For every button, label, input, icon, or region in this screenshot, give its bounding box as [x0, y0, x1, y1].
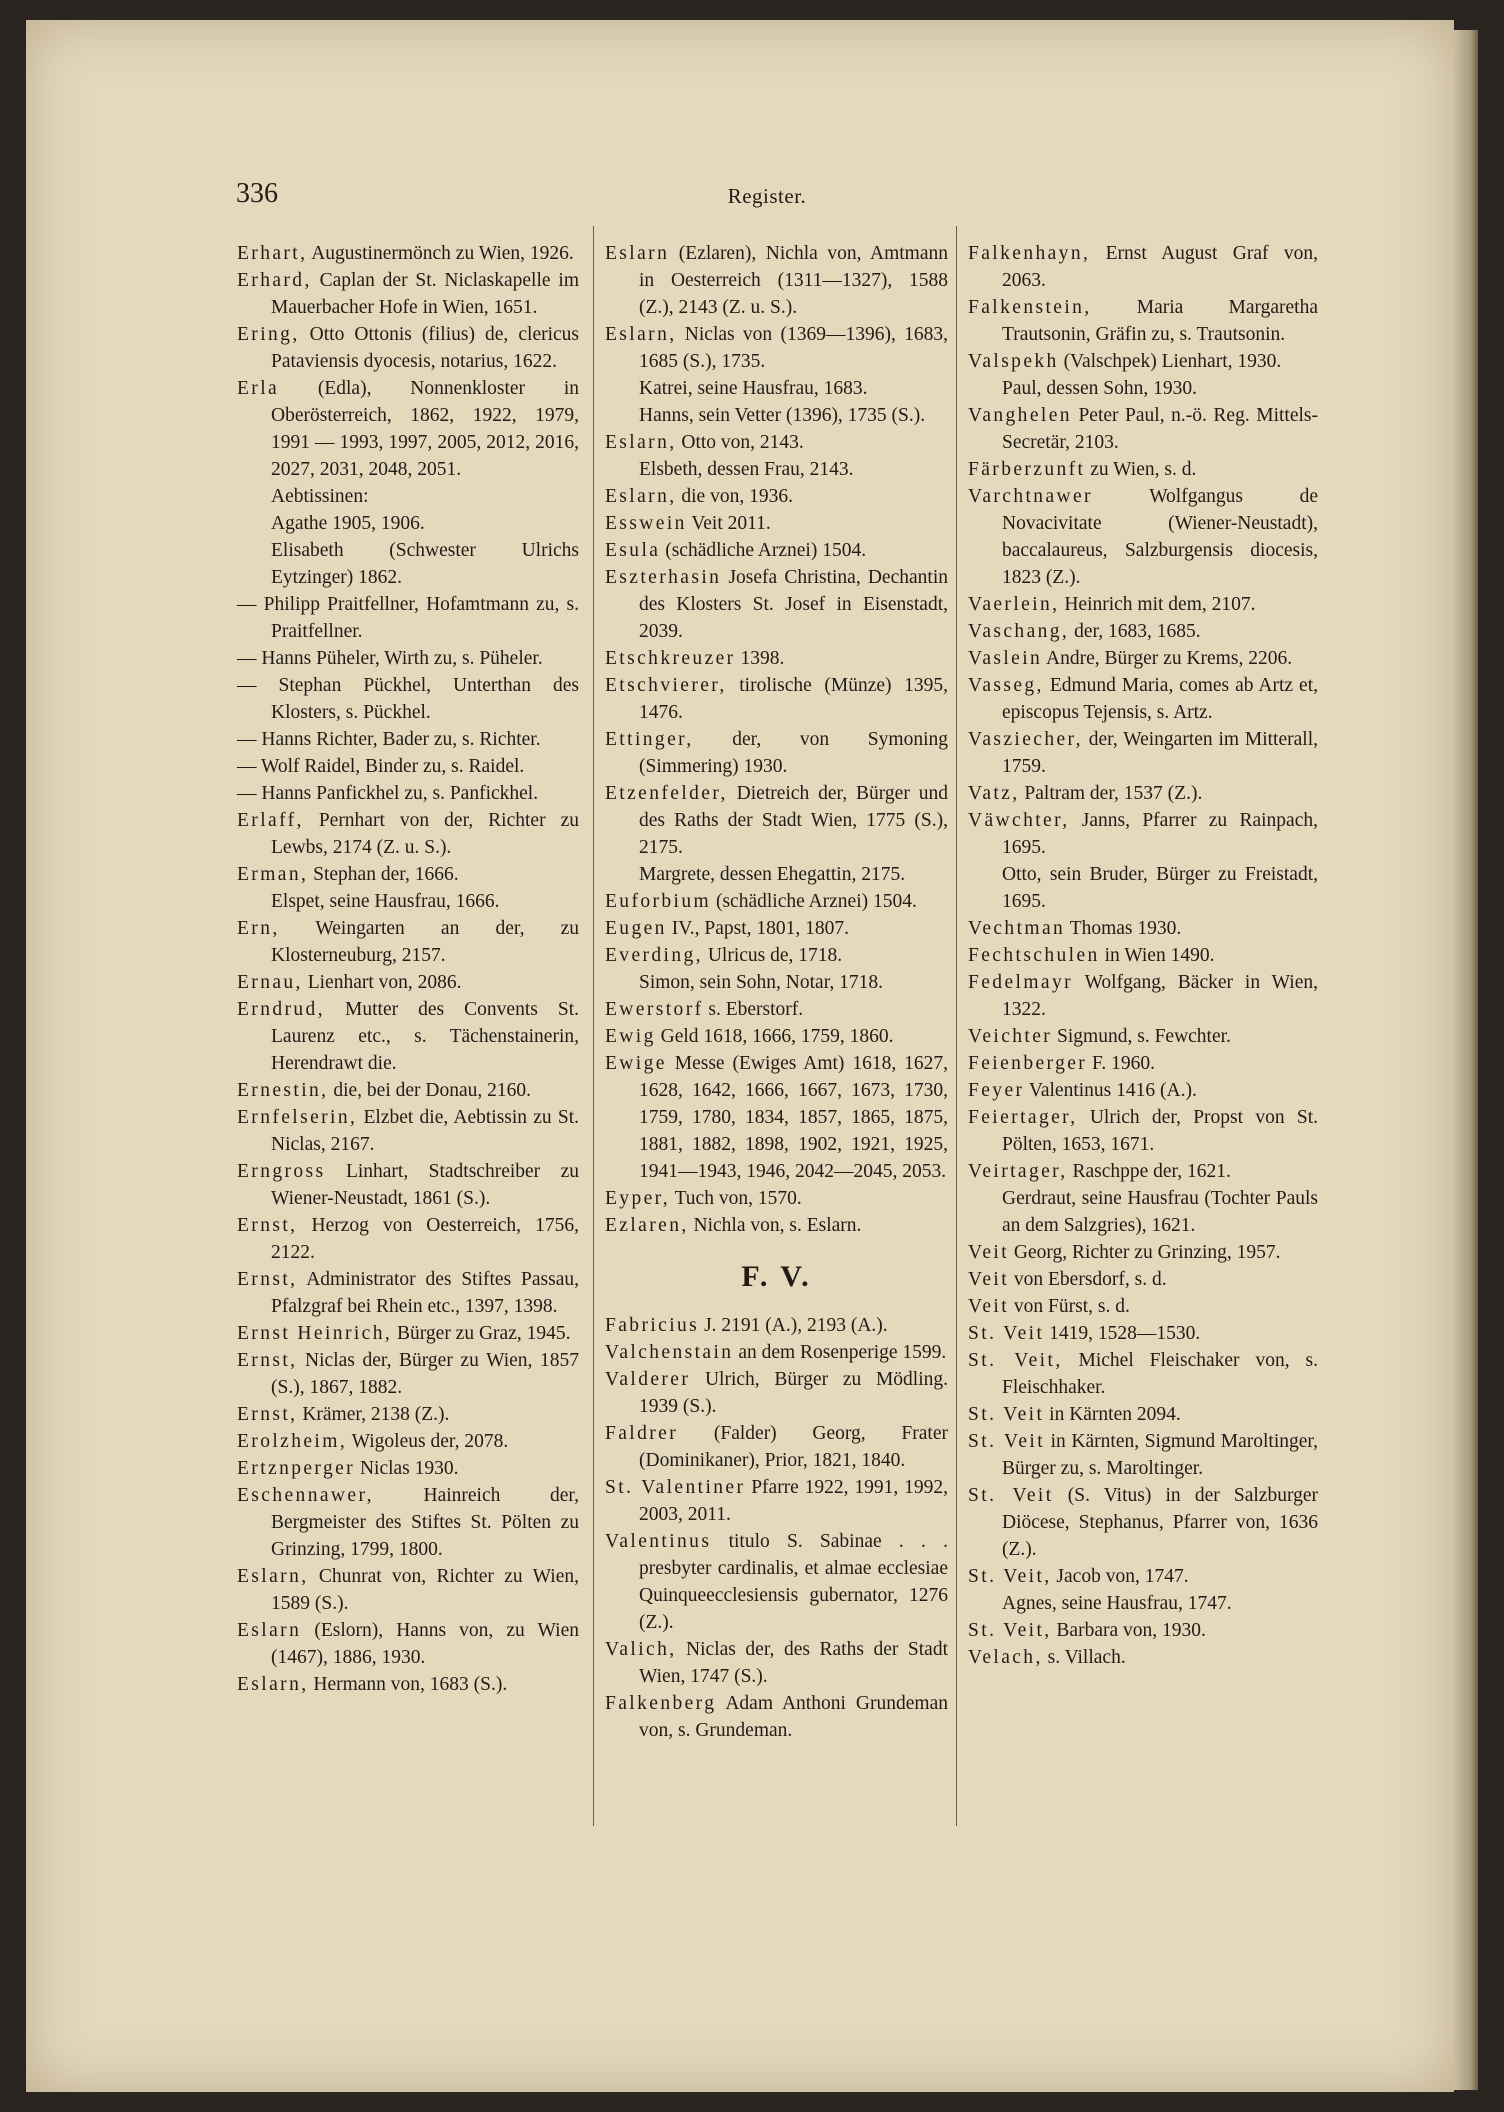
entry-headword: Vaschang, [968, 621, 1070, 642]
entry-headword: Vanghelen [968, 405, 1072, 426]
register-entry [605, 1023, 948, 1050]
entry-headword: Etschvierer, [605, 675, 727, 696]
entry-text: (Valschpek) Lienhart, 1930. [1058, 351, 1282, 372]
sub-entry: Otto, sein Bruder, Bürger zu Freistadt, 1695. [1002, 864, 1318, 912]
entry-text: Ulricus de, 1718. [702, 945, 843, 966]
entry-text: Dietreich der, Bürger und des Raths der Stadt Wien, 1775 (S.), 2175. [639, 783, 948, 858]
entry-text: Elzbet die, Aebtissin zu St. Niclas, 2167. [271, 1107, 579, 1155]
entry-headword: Erhart, [237, 243, 308, 264]
entry-text: Heinrich mit dem, 2107. [1059, 594, 1256, 615]
register-entry [237, 375, 579, 483]
register-entry [968, 1158, 1318, 1185]
register-entry [605, 510, 948, 537]
register-column-2 [605, 240, 948, 1744]
entry-headword: St. Veit, [968, 1566, 1052, 1587]
entry-text: IV., Papst, 1801, 1807. [666, 918, 850, 939]
entry-text: Niclas der, Bürger zu Wien, 1857 (S.), 1867, 1882. [271, 1350, 579, 1398]
entry-headword: Eslarn, [237, 1674, 309, 1695]
entry-headword: Ern, [237, 918, 280, 939]
entry-headword: Faldrer [605, 1423, 679, 1444]
entry-headword: Etzenfelder, [605, 783, 728, 804]
entry-text: der, Weingarten im Mitterall, 1759. [1002, 729, 1318, 777]
entry-headword: Valich, [605, 1639, 677, 1660]
register-entry [237, 807, 579, 861]
entry-headword: Velach, [968, 1647, 1043, 1668]
register-entry [968, 618, 1318, 645]
register-entry [968, 1050, 1318, 1077]
entry-text: Tuch von, 1570. [670, 1188, 802, 1209]
register-entry [968, 1617, 1318, 1644]
register-entry [968, 591, 1318, 618]
entry-text: Nichla von, s. Eslarn. [688, 1215, 862, 1236]
register-entry [237, 1320, 579, 1347]
entry-headword: Eslarn, [605, 486, 677, 507]
entry-headword: Valchenstain [605, 1342, 734, 1363]
register-entry [605, 888, 948, 915]
sub-entry: Paul, dessen Sohn, 1930. [1002, 378, 1197, 399]
register-entry [237, 1158, 579, 1212]
register-entry [605, 1185, 948, 1212]
entry-text: Mutter des Convents St. Laurenz etc., s. Tächenstainerin, Herendrawt die. [271, 999, 579, 1074]
entry-text: (Ezlaren), Nichla von, Amtmann in Oesterreich (1311—1327), 1588 (Z.), 2143 (Z. u. S.). [639, 243, 948, 318]
entry-headword: Eyper, [605, 1188, 671, 1209]
register-entry [968, 915, 1318, 942]
entry-text: J. 2191 (A.), 2193 (A.). [699, 1315, 888, 1336]
sub-entry: Elisabeth (Schwester Ulrichs Eytzinger) 1862. [271, 540, 579, 588]
entry-headword: Veichter [968, 1026, 1053, 1047]
entry-headword: Erla [237, 378, 280, 399]
sub-entry: Hanns, sein Vetter (1396), 1735 (S.). [639, 405, 926, 426]
entry-text: s. Villach. [1042, 1647, 1126, 1668]
entry-headword: St. Valentiner [605, 1477, 746, 1498]
register-entry [968, 348, 1318, 375]
entry-headword: Väwchter, [968, 810, 1070, 831]
entry-text: (schädliche Arznei) 1504. [711, 891, 917, 912]
entry-text: Paltram der, 1537 (Z.). [1019, 783, 1203, 804]
entry-text: Pernhart von der, Richter zu Lewbs, 2174 (Z. u. S.). [271, 810, 579, 858]
entry-headword: Vatz, [968, 783, 1020, 804]
register-entry [968, 1023, 1318, 1050]
entry-headword: Erlaff, [237, 810, 304, 831]
register-entry [968, 240, 1318, 294]
register-entry [237, 1401, 579, 1428]
entry-headword: Feienberger [968, 1053, 1088, 1074]
register-entry [968, 402, 1318, 456]
register-entry [605, 645, 948, 672]
entry-headword: Ettinger, [605, 729, 694, 750]
register-entry [605, 537, 948, 564]
entry-headword: Veit [968, 1296, 1010, 1317]
register-entry [968, 1266, 1318, 1293]
entry-headword: Vechtman [968, 918, 1066, 939]
entry-text: (S. Vitus) in der Salzburger Diöcese, Stephanus, Pfarrer von, 1636 (Z.). [1002, 1485, 1318, 1560]
entry-headword: Ertznperger [237, 1458, 356, 1479]
register-entry [968, 672, 1318, 726]
sub-entry: Elsbeth, dessen Frau, 2143. [639, 459, 854, 480]
page-number: 336 [236, 178, 278, 209]
entry-text: s. Eberstorf. [703, 999, 804, 1020]
register-entry [968, 1077, 1318, 1104]
entry-text: Georg, Richter zu Grinzing, 1957. [1009, 1242, 1281, 1263]
register-entry [605, 996, 948, 1023]
register-entry [605, 429, 948, 456]
register-entry [605, 321, 948, 375]
register-entry [237, 915, 579, 969]
entry-headword: Ewerstorf [605, 999, 704, 1020]
entry-text: Linhart, Stadtschreiber zu Wiener-Neustadt, 1861 (S.). [271, 1161, 579, 1209]
register-entry [605, 915, 948, 942]
register-entry [237, 1671, 579, 1698]
register-entry [237, 969, 579, 996]
entry-headword: Feiertager, [968, 1107, 1078, 1128]
register-entry [237, 240, 579, 267]
entry-text: in Kärnten, Sigmund Maroltinger, Bürger zu, s. Maroltinger. [1002, 1431, 1318, 1479]
register-entry [968, 1482, 1318, 1563]
register-entry [237, 1266, 579, 1320]
entry-headword: Valderer [605, 1369, 691, 1390]
entry-headword: Färberzunft [968, 459, 1086, 480]
entry-headword: Ewige [605, 1053, 667, 1074]
sub-entry: Agnes, seine Hausfrau, 1747. [1002, 1593, 1232, 1614]
entry-text: Michel Fleischaker von, s. Fleischhaker. [1002, 1350, 1318, 1398]
entry-text: Chunrat von, Richter zu Wien, 1589 (S.). [271, 1566, 579, 1614]
register-entry [237, 861, 579, 888]
entry-headword: Esula [605, 540, 661, 561]
entry-headword: Varchtnawer [968, 486, 1093, 507]
entry-headword: Everding, [605, 945, 703, 966]
entry-headword: Veit [968, 1269, 1010, 1290]
register-entry [968, 726, 1318, 780]
register-entry [237, 321, 579, 375]
entry-headword: Vaerlein, [968, 594, 1060, 615]
register-entry [968, 969, 1318, 1023]
entry-text: Pfarre 1922, 1991, 1992, 2003, 2011. [639, 1477, 948, 1525]
register-entry [237, 1428, 579, 1455]
entry-headword: Erhard, [237, 270, 312, 291]
entry-text: Messe (Ewiges Amt) 1618, 1627, 1628, 1642, 1666, 1667, 1673, 1730, 1759, 1780, 1834, 1857, 1865, 1875, 1881, 1882, 1898, 1902, 1921, 1925, 1941—1943, 1946, 2042—2045, 2053. [639, 1053, 948, 1182]
dash-entry: — Hanns Panfickhel zu, s. Panfickhel. [237, 783, 539, 804]
entry-headword: Veirtager, [968, 1161, 1068, 1182]
entry-headword: Ernestin, [237, 1080, 329, 1101]
entry-text: Administrator des Stiftes Passau, Pfalzgraf bei Rhein etc., 1397, 1398. [271, 1269, 579, 1317]
register-entry [605, 1420, 948, 1474]
entry-text: die von, 1936. [676, 486, 793, 507]
entry-text: Edmund Maria, comes ab Artz et, episcopus Tejensis, s. Artz. [1002, 675, 1318, 723]
entry-headword: Ezlaren, [605, 1215, 689, 1236]
entry-headword: St. Veit, [968, 1620, 1052, 1641]
entry-text: Herzog von Oesterreich, 1756, 2122. [271, 1215, 579, 1263]
entry-text: Stephan der, 1666. [308, 864, 459, 885]
entry-headword: Erman, [237, 864, 309, 885]
entry-text: Valentinus 1416 (A.). [1024, 1080, 1197, 1101]
entry-headword: Valspekh [968, 351, 1059, 372]
entry-text: (Edla), Nonnenkloster in Oberösterreich, 1862, 1922, 1979, 1991 — 1993, 1997, 2005, 2012, 2016, 2027, 2031, 2048, 2051. [271, 378, 579, 480]
entry-text: Maria Margaretha Trautsonin, Gräfin zu, s. Trautsonin. [1002, 297, 1318, 345]
dash-entry: — Hanns Püheler, Wirth zu, s. Püheler. [237, 648, 543, 669]
register-entry [968, 1428, 1318, 1482]
entry-headword: Ernau, [237, 972, 303, 993]
register-column-3 [968, 240, 1318, 1671]
entry-text: (Falder) Georg, Frater (Dominikaner), Prior, 1821, 1840. [639, 1423, 948, 1471]
register-entry [605, 672, 948, 726]
entry-headword: Vaslein [968, 648, 1043, 669]
register-entry [237, 1212, 579, 1266]
entry-headword: Falkenberg [605, 1693, 717, 1714]
entry-headword: Ernfelserin, [237, 1107, 358, 1128]
entry-text: (Eslorn), Hanns von, zu Wien (1467), 1886, 1930. [271, 1620, 579, 1668]
entry-text: in Kärnten 2094. [1044, 1404, 1181, 1425]
entry-headword: Ewig [605, 1026, 656, 1047]
entry-headword: St. Veit [968, 1404, 1045, 1425]
register-column-1 [237, 240, 579, 1698]
entry-text: 1398. [735, 648, 785, 669]
register-entry [237, 1347, 579, 1401]
entry-text: Raschppe der, 1621. [1067, 1161, 1231, 1182]
entry-headword: Erngross [237, 1161, 326, 1182]
register-entry [968, 1347, 1318, 1401]
entry-text: (schädliche Arznei) 1504. [660, 540, 867, 561]
entry-text: Ulrich, Bürger zu Mödling. 1939 (S.). [639, 1369, 948, 1417]
dash-entry: — Stephan Pückhel, Unterthan des Klosters, s. Pückhel. [237, 675, 579, 723]
entry-headword: Valentinus [605, 1531, 712, 1552]
sub-entry: Gerdraut, seine Hausfrau (Tochter Pauls an dem Salzgries), 1621. [1002, 1188, 1318, 1236]
entry-text: die, bei der Donau, 2160. [328, 1080, 532, 1101]
entry-headword: Feyer [968, 1080, 1025, 1101]
register-entry [968, 483, 1318, 591]
register-entry [968, 456, 1318, 483]
register-entry [605, 1050, 948, 1185]
register-entry [968, 1563, 1318, 1590]
entry-text: Thomas 1930. [1065, 918, 1182, 939]
entry-text: der, von Symoning (Simmering) 1930. [639, 729, 948, 777]
register-entry [237, 1077, 579, 1104]
entry-text: Adam Anthoni Grundeman von, s. Grundeman. [639, 1693, 948, 1741]
entry-text: von Ebersdorf, s. d. [1009, 1269, 1167, 1290]
entry-headword: Esswein [605, 513, 687, 534]
entry-headword: Eslarn, [237, 1566, 309, 1587]
entry-text: Geld 1618, 1666, 1759, 1860. [655, 1026, 894, 1047]
register-entry [605, 240, 948, 321]
entry-text: Andre, Bürger zu Krems, 2206. [1042, 648, 1293, 669]
register-entry [968, 294, 1318, 348]
entry-text: in Wien 1490. [1099, 945, 1215, 966]
entry-headword: Veit [968, 1242, 1010, 1263]
entry-headword: Ernst, [237, 1269, 298, 1290]
column-rule [956, 226, 957, 1826]
entry-headword: Etschkreuzer [605, 648, 736, 669]
register-entry [605, 1366, 948, 1420]
entry-text: Wolfgang, Bäcker in Wien, 1322. [1002, 972, 1318, 1020]
sub-entry: Katrei, seine Hausfrau, 1683. [639, 378, 868, 399]
entry-headword: Vasseg, [968, 675, 1044, 696]
entry-headword: Eslarn [237, 1620, 302, 1641]
entry-headword: St. Veit [968, 1431, 1046, 1452]
entry-text: Wigoleus der, 2078. [347, 1431, 509, 1452]
entry-headword: Fabricius [605, 1315, 700, 1336]
entry-headword: St. Veit [968, 1323, 1045, 1344]
entry-headword: Falkenstein, [968, 297, 1092, 318]
entry-text: Augustinermönch zu Wien, 1926. [307, 243, 574, 264]
entry-text: zu Wien, s. d. [1085, 459, 1197, 480]
entry-text: Niclas 1930. [355, 1458, 459, 1479]
entry-headword: Eslarn, [605, 324, 677, 345]
register-entry [605, 1474, 948, 1528]
register-entry [605, 726, 948, 780]
register-entry [968, 807, 1318, 861]
entry-text: Barbara von, 1930. [1051, 1620, 1206, 1641]
entry-text: Janns, Pfarrer zu Rainpach, 1695. [1002, 810, 1318, 858]
entry-headword: Eschennawer, [237, 1485, 374, 1506]
dash-entry: — Wolf Raidel, Binder zu, s. Raidel. [237, 756, 525, 777]
register-entry [968, 1239, 1318, 1266]
register-entry [237, 1104, 579, 1158]
entry-text: Jacob von, 1747. [1051, 1566, 1189, 1587]
entry-text: Ulrich der, Propst von St. Pölten, 1653, 1671. [1002, 1107, 1318, 1155]
entry-text: von Fürst, s. d. [1009, 1296, 1130, 1317]
register-entry [968, 1293, 1318, 1320]
entry-headword: Falkenhayn, [968, 243, 1091, 264]
page-header [212, 178, 1322, 218]
register-entry [605, 564, 948, 645]
entry-headword: Euforbium [605, 891, 712, 912]
entry-text: 1419, 1528—1530. [1044, 1323, 1201, 1344]
register-entry [968, 1644, 1318, 1671]
sub-entry: Elspet, seine Hausfrau, 1666. [271, 891, 500, 912]
register-entry [605, 1339, 948, 1366]
register-entry [605, 942, 948, 969]
register-entry [605, 483, 948, 510]
register-entry [605, 1528, 948, 1636]
register-entry [968, 780, 1318, 807]
entry-text: Otto Ottonis (filius) de, clericus Pataviensis dyocesis, notarius, 1622. [271, 324, 579, 372]
register-entry [237, 1563, 579, 1617]
entry-text: Veit 2011. [686, 513, 771, 534]
register-entry [237, 1455, 579, 1482]
entry-text: Wolfgangus de Novacivitate (Wiener-Neustadt), baccalaureus, Salzburgensis diocesis, 1823 (Z.). [1002, 486, 1318, 588]
entry-headword: Eslarn [605, 243, 670, 264]
entry-text: F. 1960. [1087, 1053, 1155, 1074]
entry-text: Sigmund, s. Fewchter. [1052, 1026, 1231, 1047]
entry-text: Hermann von, 1683 (S.). [308, 1674, 508, 1695]
entry-headword: Vasziecher, [968, 729, 1083, 750]
entry-text: Ernst August Graf von, 2063. [1002, 243, 1318, 291]
running-head: Register. [727, 184, 807, 208]
register-entry [605, 1636, 948, 1690]
entry-headword: Fedelmayr [968, 972, 1073, 993]
entry-text: Krämer, 2138 (Z.). [297, 1404, 450, 1425]
register-entry [237, 267, 579, 321]
page-edge [1454, 30, 1478, 2090]
register-entry [605, 1690, 948, 1744]
register-entry [605, 1312, 948, 1339]
entry-headword: Ering, [237, 324, 300, 345]
entry-headword: Erndrud, [237, 999, 325, 1020]
entry-text: titulo S. Sabinae . . . presbyter cardinalis, et almae ecclesiae Quinqueecclesiensis gubernator, 1276 (Z.). [639, 1531, 948, 1633]
register-entry [237, 1482, 579, 1563]
entry-text: Hainreich der, Bergmeister des Stiftes St. Pölten zu Grinzing, 1799, 1800. [271, 1485, 579, 1560]
entry-text: Weingarten an der, zu Klosterneuburg, 2157. [271, 918, 579, 966]
entry-text: Bürger zu Graz, 1945. [392, 1323, 571, 1344]
entry-text: Niclas der, des Raths der Stadt Wien, 1747 (S.). [639, 1639, 948, 1687]
entry-text: Caplan der St. Niclaskapelle im Mauerbacher Hofe in Wien, 1651. [271, 270, 579, 318]
sub-entry: Aebtissinen: [271, 486, 369, 507]
register-entry [968, 942, 1318, 969]
register-entry [237, 1617, 579, 1671]
entry-text: der, 1683, 1685. [1069, 621, 1201, 642]
entry-text: tirolische (Münze) 1395, 1476. [639, 675, 948, 723]
entry-headword: Eslarn, [605, 432, 677, 453]
entry-headword: St. Veit [968, 1485, 1054, 1506]
register-entry [605, 780, 948, 861]
register-entry [968, 645, 1318, 672]
entry-text: Niclas von (1369—1396), 1683, 1685 (S.), 1735. [639, 324, 948, 372]
dash-entry: — Philipp Praitfellner, Hofamtmann zu, s. Praitfellner. [237, 594, 579, 642]
sub-entry: Margrete, dessen Ehegattin, 2175. [639, 864, 906, 885]
column-rule [593, 226, 594, 1826]
entry-text: Peter Paul, n.-ö. Reg. Mittels-Secretär, 2103. [1002, 405, 1318, 453]
entry-headword: Ernst, [237, 1404, 298, 1425]
section-heading: F. V. [741, 1260, 812, 1293]
entry-text: an dem Rosenperige 1599. [733, 1342, 947, 1363]
entry-headword: Eszterhasin [605, 567, 722, 588]
entry-text: Lienhart von, 2086. [302, 972, 462, 993]
register-entry [968, 1104, 1318, 1158]
entry-headword: Ernst, [237, 1350, 298, 1371]
entry-headword: St. Veit, [968, 1350, 1063, 1371]
entry-text: Otto von, 2143. [676, 432, 804, 453]
dash-entry: — Hanns Richter, Bader zu, s. Richter. [237, 729, 541, 750]
entry-headword: Ernst, [237, 1215, 298, 1236]
register-entry [605, 1212, 948, 1239]
entry-headword: Fechtschulen [968, 945, 1100, 966]
register-entry [237, 996, 579, 1077]
entry-text: Josefa Christina, Dechantin des Klosters St. Josef in Eisenstadt, 2039. [639, 567, 948, 642]
sub-entry: Agathe 1905, 1906. [271, 513, 425, 534]
entry-headword: Eugen [605, 918, 667, 939]
entry-headword: Erolzheim, [237, 1431, 348, 1452]
register-entry [968, 1401, 1318, 1428]
register-entry [968, 1320, 1318, 1347]
sub-entry: Simon, sein Sohn, Notar, 1718. [639, 972, 884, 993]
entry-headword: Ernst Heinrich, [237, 1323, 393, 1344]
